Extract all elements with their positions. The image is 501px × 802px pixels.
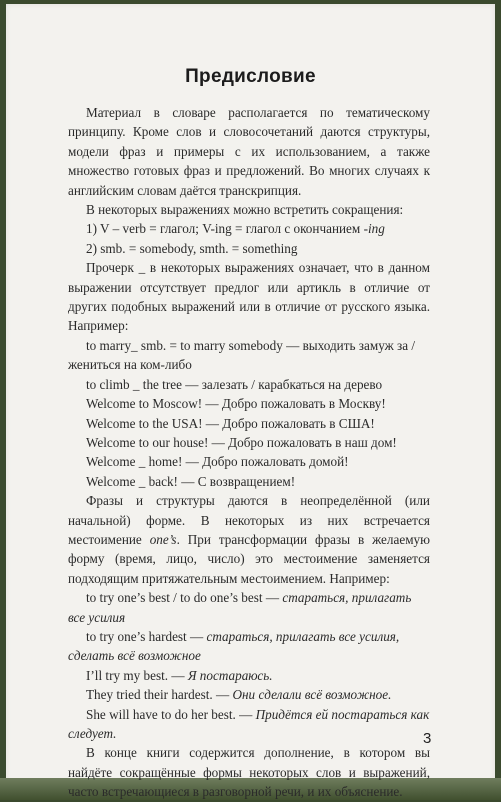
example-try-hardest-en: to try one’s hardest —: [86, 628, 207, 644]
paragraph-abbreviations: В некоторых выражениях можно встретить сокращения:: [86, 202, 404, 218]
example-try-best: [68, 588, 430, 627]
paragraph-dash: Прочерк _ в некоторых выражениях означает, что в данном выражении отсутствует предлог или артикль в отличие от других подобных выражений или в отличие от русского языка. Например:: [68, 260, 430, 334]
example-ill-try: [68, 666, 430, 685]
example-usa: Welcome to the USA! — Добро пожаловать в США!: [86, 415, 375, 431]
example-moscow: Welcome to Moscow! — Добро пожаловать в Москву!: [86, 396, 386, 412]
pronoun-ones: one’s: [149, 531, 177, 547]
preface-text: [68, 103, 430, 802]
paragraph-forms-text-a: Фразы и структуры даются в неопределённой (или начальной) форме. В некоторых из них встречается местоимение: [68, 493, 430, 547]
example-ill-try-en: I’ll try my best. —: [86, 667, 188, 683]
example-climb: to climb _ the tree — залезать / карабкаться на дерево: [86, 376, 383, 392]
example-try-best-ru: стараться, прилагать все усилия: [68, 590, 412, 625]
example-she-will-ru: Придётся ей постараться как следует.: [68, 706, 430, 741]
example-try-best-en: to try one’s best / to do one’s best —: [86, 590, 283, 606]
example-they-tried-ru: Они сделали всё возможное.: [232, 687, 392, 703]
example-back: Welcome _ back! — С возвращением!: [86, 473, 296, 489]
abbreviation-smb: 2) smb. = somebody, smth. = something: [86, 240, 298, 256]
page-number: 3: [423, 730, 432, 747]
example-they-tried: [68, 685, 430, 704]
abbreviation-verb: [68, 219, 430, 238]
example-she-will: [68, 705, 430, 744]
example-she-will-en: She will have to do her best. —: [86, 706, 256, 722]
paragraph-forms-text-b: . При трансформации фразы в желаемую форму (время, лицо, число) это местоимение заменяется подходящим притяжательным местоимением. Например:: [68, 531, 430, 586]
example-try-hardest: [68, 627, 430, 666]
example-they-tried-en: They tried their hardest. —: [86, 687, 233, 703]
example-marry: to marry_ smb. = to marry somebody — выходить замуж за / жениться на ком-либо: [68, 337, 416, 373]
page-title: Предисловие: [185, 66, 316, 87]
paragraph-intro: Материал в словаре располагается по тематическому принципу. Кроме слов и словосочетаний даются структуры, модели фраз и примеры с их использованием, а также множество готовых фраз и предложений. Во многих случаях к английским словам даётся транскрипция.: [68, 105, 430, 198]
abbreviation-verb-suffix: -ing: [363, 221, 385, 237]
example-try-hardest-ru: стараться, прилагать все усилия, сделать всё возможное: [68, 628, 400, 664]
example-home: Welcome _ home! — Добро пожаловать домой!: [86, 454, 349, 470]
example-house: Welcome to our house! — Добро пожаловать в наш дом!: [86, 434, 397, 450]
paragraph-forms: [68, 491, 430, 588]
paragraph-appendix: В конце книги содержится дополнение, в котором вы найдёте сокращённые формы некоторых слов и выражений, часто встречающиеся в разговорной речи, и их объяснение.: [68, 745, 430, 800]
abbreviation-verb-text: 1) V – verb = глагол; V-ing = глагол с окончанием: [86, 221, 364, 237]
example-ill-try-ru: Я постараюсь.: [187, 667, 273, 683]
